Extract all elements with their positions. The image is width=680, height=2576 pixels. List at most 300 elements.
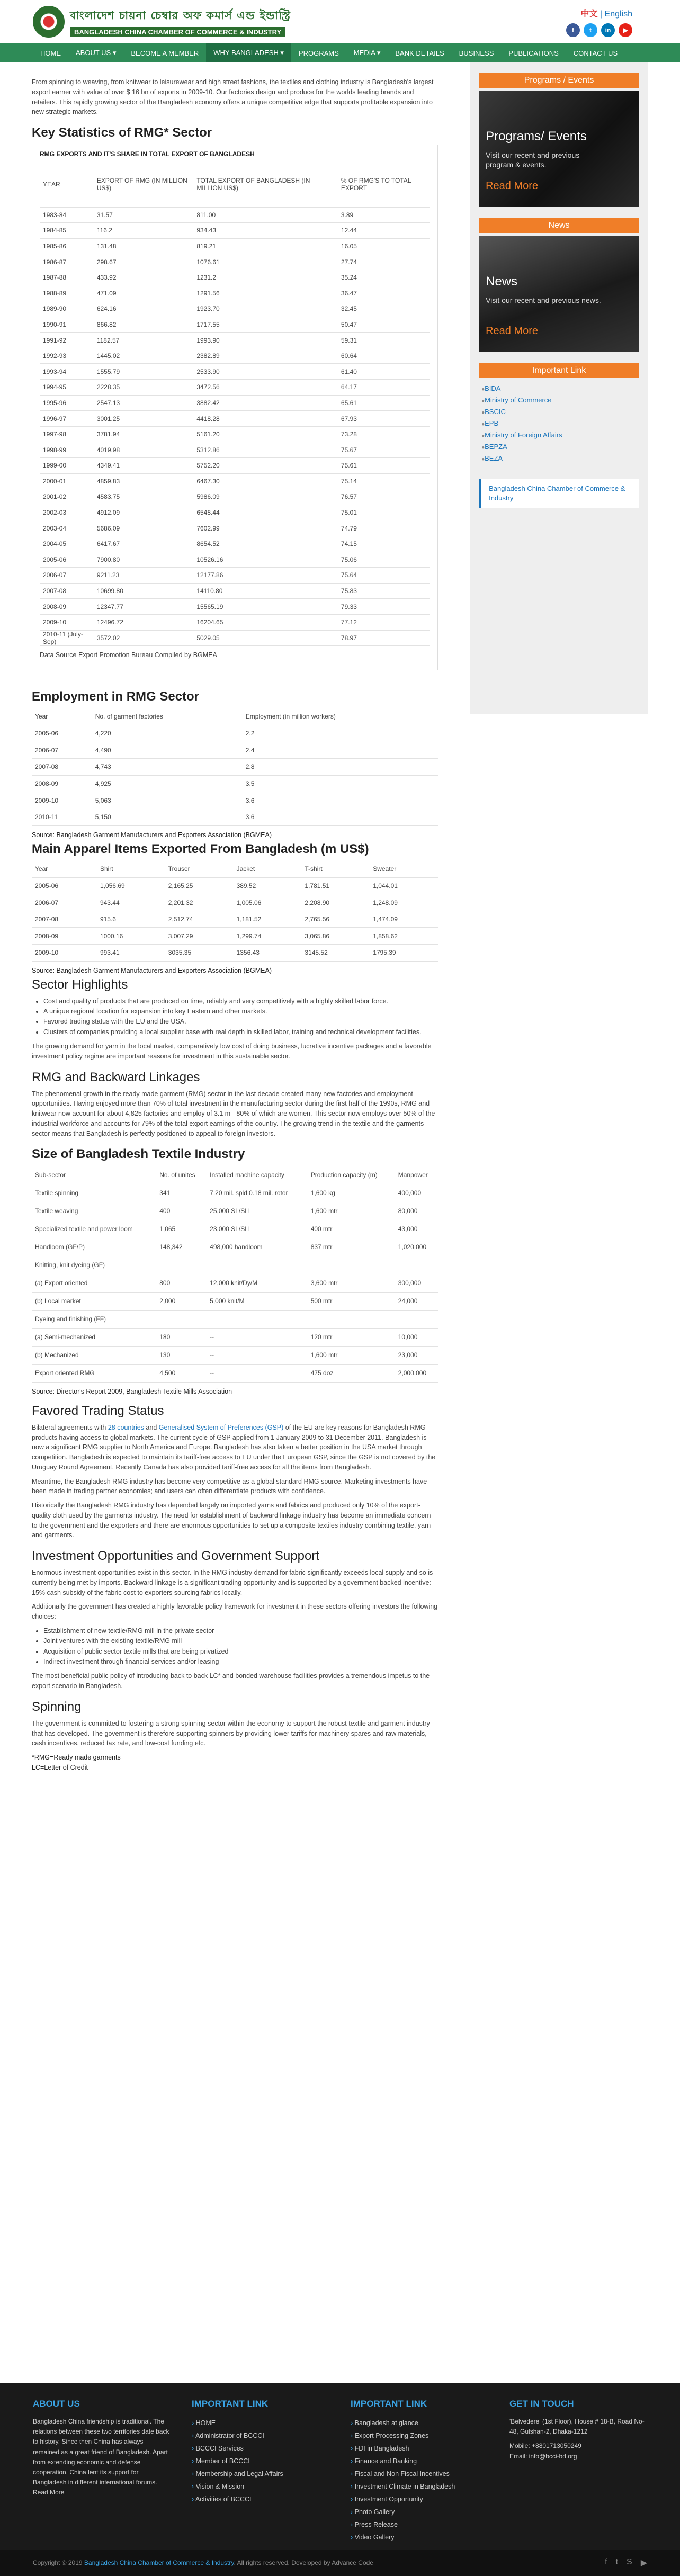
news-read-more[interactable]: Read More — [486, 325, 539, 337]
important-link-item[interactable]: ● BIDA — [481, 383, 637, 395]
table-cell: 1991-92 — [40, 333, 94, 348]
table-cell: 1,020,000 — [395, 1238, 438, 1256]
table-cell: 1994-95 — [40, 380, 94, 396]
footer-link1-heading: IMPORTANT LINK — [192, 2399, 269, 2409]
list-item: • Clusters of companies providing a local supplier base with real depth in skilled labor, training and technical development facilities. — [43, 1027, 438, 1037]
highlights-paragraph: The growing demand for yarn in the local market, comparatively low cost of doing business, lucrative incentive packages and a favorable investment policy regime are important reasons for investment in this sustainable sector. — [32, 1043, 432, 1060]
table-cell: 5,150 — [92, 809, 243, 825]
table-cell: 3.5 — [243, 775, 438, 792]
table-cell: 1,248.09 — [370, 894, 438, 911]
table-cell: 75.83 — [338, 583, 430, 599]
table-cell: 5,063 — [92, 792, 243, 809]
table-cell: 75.14 — [338, 473, 430, 489]
table-cell: 24,000 — [395, 1292, 438, 1310]
table-cell: 75.67 — [338, 442, 430, 458]
facebook-icon[interactable]: f — [566, 23, 580, 37]
table-cell: 400,000 — [395, 1184, 438, 1202]
table-cell: 1999-00 — [40, 458, 94, 474]
table-cell — [395, 1256, 438, 1274]
table-header-cell: Jacket — [234, 861, 302, 878]
table-cell: -- — [207, 1328, 308, 1346]
investment-list — [43, 1626, 438, 1667]
table-cell: 3,065.86 — [301, 928, 370, 945]
table-cell: 120 mtr — [308, 1328, 395, 1346]
footer-link-item[interactable]: › Finance and Banking — [351, 2455, 488, 2467]
table-header-cell: Sweater — [370, 861, 438, 878]
table-cell: 31.57 — [94, 207, 193, 223]
table-cell: 23,000 SL/SLL — [207, 1220, 308, 1238]
table-cell: 2009-10 — [40, 614, 94, 630]
table-cell: 131.48 — [94, 238, 193, 254]
table-cell: 400 mtr — [308, 1220, 395, 1238]
language-switcher — [566, 7, 632, 19]
table-cell: 934.43 — [193, 223, 338, 239]
table-header-cell: Employment (in million workers) — [243, 708, 438, 725]
intro-paragraph: From spinning to weaving, from knitwear to leisurewear and high street fashions, the textiles and clothing industry is Bangladesh's largest export earner with value of over $ 16 bn of exports in 2009-10. Our factories design and produce for the worlds leading brands and retailers. This rapidly growing sector of the Bangladesh economy offers a unique competitive edge that supports profitable expansion into new strategic markets. — [32, 78, 434, 116]
table-row — [32, 1238, 438, 1256]
countries-link[interactable]: 28 countries — [108, 1423, 144, 1431]
footer-link-item[interactable]: › Fiscal and Non Fiscal Incentives — [351, 2467, 488, 2480]
table-cell: 5986.09 — [193, 489, 338, 505]
main-nav — [0, 43, 680, 62]
important-link-item[interactable]: ● BSCIC — [481, 407, 637, 418]
table-cell: 2008-09 — [32, 928, 97, 945]
table-header-cell: % OF RMG'S TO TOTAL EXPORT — [338, 161, 430, 207]
footer-facebook-icon[interactable]: f — [605, 2557, 607, 2566]
table-row — [32, 945, 438, 962]
table-row — [40, 520, 430, 536]
table-cell: 6548.44 — [193, 505, 338, 520]
table-cell: 5752.20 — [193, 458, 338, 474]
rmg-table-source: Data Source Export Promotion Bureau Compiled by BGMEA — [40, 651, 217, 659]
rmg-export-table — [40, 161, 430, 646]
table-cell: 3,007.29 — [165, 928, 234, 945]
table-cell: 1717.55 — [193, 317, 338, 333]
table-cell: 80,000 — [395, 1202, 438, 1220]
table-cell: 76.57 — [338, 489, 430, 505]
table-cell: 148,342 — [156, 1238, 207, 1256]
nav-contact-us[interactable]: CONTACT US — [573, 49, 618, 57]
important-link-item[interactable]: ● Ministry of Commerce — [481, 395, 637, 407]
important-link-item[interactable]: ● Ministry of Foreign Affairs — [481, 430, 637, 442]
important-link-item[interactable]: ● BEPZA — [481, 442, 637, 453]
table-cell: 4,500 — [156, 1364, 207, 1382]
table-row — [32, 1256, 438, 1274]
linkedin-icon[interactable]: in — [601, 23, 615, 37]
footer-link-item[interactable]: › BCCCI Services — [192, 2442, 329, 2455]
table-cell: 2007-08 — [32, 911, 97, 928]
table-cell: 2009-10 — [32, 945, 97, 962]
chamber-seal-icon — [33, 6, 65, 38]
table-row — [32, 725, 438, 742]
table-row — [32, 1274, 438, 1292]
table-row — [40, 333, 430, 348]
trading-paragraph-3: Historically the Bangladesh RMG industry has depended largely on imported yarns and fabrics and produced only 10% of the export-quality cloth used by the garments industry. The need for establishment of backward linkage industry has become an immediate concern to the government and the exporters and there are enormous opportunities to set up a composite textiles industry combining textile, yarn and garments. — [32, 1502, 431, 1539]
table-cell: 2,765.56 — [301, 911, 370, 928]
footer-link-item[interactable]: › Video Gallery — [351, 2531, 488, 2544]
lc-footnote: LC=Letter of Credit — [32, 1763, 88, 1771]
table-row — [32, 1184, 438, 1202]
table-cell — [156, 1310, 207, 1328]
table-cell — [156, 1256, 207, 1274]
logo[interactable] — [33, 6, 291, 38]
table-header-cell: TOTAL EXPORT OF BANGLADESH (IN MILLION US$) — [193, 161, 338, 207]
site-footer — [0, 2383, 680, 2550]
table-cell: Handloom (GF/P) — [32, 1238, 156, 1256]
list-item: • Cost and quality of products that are produced on time, reliably and very competitively with a highly skilled labor force. — [43, 997, 438, 1007]
table-cell: 2006-07 — [32, 894, 97, 911]
table-row — [40, 489, 430, 505]
table-cell: 1,474.09 — [370, 911, 438, 928]
table-row — [40, 630, 430, 646]
table-header-cell: Trouser — [165, 861, 234, 878]
table-cell: 75.64 — [338, 568, 430, 584]
footer-link-item[interactable]: › Export Processing Zones — [351, 2429, 488, 2442]
table-cell: 1445.02 — [94, 348, 193, 364]
table-cell: 4,490 — [92, 742, 243, 759]
table-cell: 74.79 — [338, 520, 430, 536]
list-item: • Indirect investment through financial services and/or leasing — [43, 1657, 438, 1667]
table-header-cell: T-shirt — [301, 861, 370, 878]
investment-paragraph-2: Additionally the government has created a highly favorable policy framework for investment in these sectors offering investors the following choices: — [32, 1603, 438, 1621]
table-cell: 75.01 — [338, 505, 430, 520]
nav-home[interactable]: HOME — [40, 49, 61, 57]
table-cell: 8654.52 — [193, 536, 338, 552]
table-row — [32, 792, 438, 809]
table-cell: 1,858.62 — [370, 928, 438, 945]
table-cell: 1990-91 — [40, 317, 94, 333]
programs-card[interactable] — [479, 91, 639, 207]
table-cell: 819.21 — [193, 238, 338, 254]
table-row — [40, 223, 430, 239]
table-cell: 3035.35 — [165, 945, 234, 962]
linkages-paragraph: The phenomenal growth in the ready made garment (RMG) sector in the last decade created many new factories and employment opportunities. Having enjoyed more than 70% of total investment in the manufacturing sector during the first half of the 1990s, RMG and knitwear now account for about 4,825 factories and employ of 3.1 m - 80% of which are women. This sector now employs over 50% of the industrial workforce and accounts for 79% of the total export earnings of the country. The growing trend in the textile and the garments sector means that Bangladesh is perfectly positioned to appeal to foreign investors. — [32, 1090, 435, 1137]
table-cell: 1,005.06 — [234, 894, 302, 911]
table-cell: 9211.23 — [94, 568, 193, 584]
table-row — [32, 759, 438, 776]
highlights-heading: Sector Highlights — [32, 977, 128, 992]
table-cell: 341 — [156, 1184, 207, 1202]
nav-about-us[interactable]: ABOUT US ▾ — [76, 49, 117, 57]
table-cell: 12177.86 — [193, 568, 338, 584]
table-row — [40, 395, 430, 411]
table-row — [40, 364, 430, 380]
table-cell: 2005-06 — [32, 725, 92, 742]
table-cell: 5,000 knit/M — [207, 1292, 308, 1310]
investment-heading: Investment Opportunities and Government Support — [32, 1549, 319, 1564]
table-row — [32, 1220, 438, 1238]
table-cell: 60.64 — [338, 348, 430, 364]
spinning-paragraph: The government is committed to fostering a strong spinning sector within the economy to support the robust textile and garment industry that has developed. The government is therefore supporting spinners by providing lower tariffs for machinery spares and raw materials, cash incentives, reduced tax rate, and low-cost funding etc. — [32, 1719, 430, 1747]
rmg-stats-heading: Key Statistics of RMG* Sector — [32, 125, 212, 140]
table-cell: 500 mtr — [308, 1292, 395, 1310]
employment-source: Source: Bangladesh Garment Manufacturers and Exporters Association (BGMEA) — [32, 831, 272, 839]
site-header — [0, 0, 680, 43]
table-cell: 2010-11 (July-Sep) — [40, 630, 94, 646]
table-cell: 800 — [156, 1274, 207, 1292]
list-item: • Establishment of new textile/RMG mill in the private sector — [43, 1626, 438, 1636]
table-cell: 2006-07 — [40, 568, 94, 584]
table-cell: -- — [207, 1364, 308, 1382]
table-cell: 1000.16 — [97, 928, 165, 945]
programs-card-title: Programs/ Events — [486, 129, 587, 143]
table-header-cell: Installed machine capacity — [207, 1166, 308, 1184]
table-cell: 433.92 — [94, 270, 193, 285]
footer-skype-icon[interactable]: S — [627, 2557, 632, 2566]
table-cell: 3572.02 — [94, 630, 193, 646]
table-cell: 915.6 — [97, 911, 165, 928]
table-row — [32, 1328, 438, 1346]
table-cell: 389.52 — [234, 877, 302, 894]
nav-media[interactable]: MEDIA ▾ — [353, 49, 381, 57]
apparel-table — [32, 861, 438, 962]
footer-link-item[interactable]: › FDI in Bangladesh — [351, 2442, 488, 2455]
programs-read-more[interactable]: Read More — [486, 180, 539, 192]
footer-link-item[interactable]: › Investment Climate in Bangladesh — [351, 2480, 488, 2493]
table-row — [32, 894, 438, 911]
footer-link-item[interactable]: › Member of BCCCI — [192, 2455, 329, 2467]
footer-link-item[interactable]: › Photo Gallery — [351, 2506, 488, 2518]
table-cell — [395, 1310, 438, 1328]
table-cell: 300,000 — [395, 1274, 438, 1292]
apparel-heading: Main Apparel Items Exported From Bangladesh (m US$) — [32, 841, 369, 856]
table-cell: 1076.61 — [193, 254, 338, 270]
footer-link-item[interactable]: › Administrator of BCCCI — [192, 2429, 329, 2442]
table-row — [40, 599, 430, 615]
table-cell: 837 mtr — [308, 1238, 395, 1256]
table-cell: 471.09 — [94, 285, 193, 301]
table-cell: 2228.35 — [94, 380, 193, 396]
table-cell: 3001.25 — [94, 411, 193, 427]
footer-link-item[interactable]: › Vision & Mission — [192, 2480, 329, 2493]
important-link-item[interactable]: ● EPB — [481, 418, 637, 430]
table-cell: 2.8 — [243, 759, 438, 776]
table-cell: 1923.70 — [193, 301, 338, 317]
trading-paragraph-1 — [32, 1423, 438, 1473]
footer-email[interactable]: Email: info@bcci-bd.org — [509, 2452, 577, 2460]
table-cell: 1,299.74 — [234, 928, 302, 945]
table-cell: 2,000,000 — [395, 1364, 438, 1382]
table-row — [40, 380, 430, 396]
table-header-cell: Production capacity (m) — [308, 1166, 395, 1184]
nav-business[interactable]: BUSINESS — [459, 49, 494, 57]
table-header-cell: YEAR — [40, 161, 94, 207]
lang-separator: | — [600, 9, 603, 19]
rmg-footnote: *RMG=Ready made garments — [32, 1754, 121, 1762]
table-cell: (a) Export oriented — [32, 1274, 156, 1292]
table-cell: 4859.83 — [94, 473, 193, 489]
table-cell: 3781.94 — [94, 426, 193, 442]
table-cell: 2.2 — [243, 725, 438, 742]
table-cell: 2008-09 — [40, 599, 94, 615]
table-cell: 1984-85 — [40, 223, 94, 239]
table-cell: 811.00 — [193, 207, 338, 223]
table-cell: 498,000 handloom — [207, 1238, 308, 1256]
table-cell: 2006-07 — [32, 742, 92, 759]
table-cell: 2,208.90 — [301, 894, 370, 911]
table-cell: 5686.09 — [94, 520, 193, 536]
table-row — [40, 614, 430, 630]
table-cell: Export oriented RMG — [32, 1364, 156, 1382]
table-row — [40, 505, 430, 520]
table-cell: 180 — [156, 1328, 207, 1346]
nav-why-bangladesh[interactable]: WHY BANGLADESH ▾ — [206, 43, 291, 62]
table-cell: Dyeing and finishing (FF) — [32, 1310, 156, 1328]
table-cell: 1,600 mtr — [308, 1346, 395, 1364]
social-links — [566, 23, 632, 37]
footer-link-item[interactable]: › Activities of BCCCI — [192, 2493, 329, 2506]
table-row — [40, 552, 430, 568]
table-cell: 1,044.01 — [370, 877, 438, 894]
table-cell: 1993.90 — [193, 333, 338, 348]
table-cell: 67.93 — [338, 411, 430, 427]
nav-programs[interactable]: PROGRAMS — [298, 49, 339, 57]
gsp-link[interactable]: Generalised System of Preferences (GSP) — [158, 1423, 284, 1431]
news-card-desc: Visit our recent and previous news. — [486, 296, 601, 304]
footer-link2-heading: IMPORTANT LINK — [351, 2399, 427, 2409]
table-cell: 65.61 — [338, 395, 430, 411]
table-cell: 2008-09 — [32, 775, 92, 792]
table-cell: 77.12 — [338, 614, 430, 630]
nav-bank-details[interactable]: BANK DETAILS — [395, 49, 444, 57]
table-cell: 3,600 mtr — [308, 1274, 395, 1292]
footer-about-text: Bangladesh China friendship is traditional. The relations between these two territories date back to history. Since then China has always remained as a great friend of Bangladesh. Apart from extending economic and defense cooperation, China lent its support for Bangladesh in different international forums. Read More — [33, 2418, 169, 2497]
table-cell: 1182.57 — [94, 333, 193, 348]
table-cell: 78.97 — [338, 630, 430, 646]
rmg-stats-box — [32, 145, 438, 670]
highlights-list — [43, 997, 438, 1038]
table-cell: 35.24 — [338, 270, 430, 285]
programs-card-desc: Visit our recent and previous program & events. — [486, 151, 580, 169]
table-cell: 3145.52 — [301, 945, 370, 962]
list-item: • A unique regional location for expansion into key Eastern and other markets. — [43, 1007, 438, 1017]
rmg-table-caption: RMG EXPORTS AND IT'S SHARE IN TOTAL EXPORT OF BANGLADESH — [40, 150, 430, 161]
lang-chinese-link[interactable]: 中文 — [580, 9, 598, 19]
table-cell: 2,000 — [156, 1292, 207, 1310]
table-cell: 866.82 — [94, 317, 193, 333]
table-row — [40, 285, 430, 301]
table-cell: 3882.42 — [193, 395, 338, 411]
table-row — [40, 270, 430, 285]
table-row — [40, 442, 430, 458]
news-card-title: News — [486, 274, 518, 289]
table-header-cell: Year — [32, 708, 92, 725]
footer-about-heading: ABOUT US — [33, 2399, 80, 2409]
table-cell: 2000-01 — [40, 473, 94, 489]
table-cell: 2533.90 — [193, 364, 338, 380]
table-cell: Specialized textile and power loom — [32, 1220, 156, 1238]
footer-link-item[interactable]: › Bangladesh at glance — [351, 2417, 488, 2429]
table-cell: Textile spinning — [32, 1184, 156, 1202]
employment-table — [32, 708, 438, 826]
footer-link-item[interactable]: › HOME — [192, 2417, 329, 2429]
sidebar — [470, 62, 648, 714]
table-cell: 3.6 — [243, 809, 438, 825]
table-row — [32, 742, 438, 759]
table-cell: 1291.56 — [193, 285, 338, 301]
copyright-org-link[interactable]: Bangladesh China Chamber of Commerce & Industry — [84, 2559, 234, 2566]
lang-english-link[interactable]: English — [604, 9, 632, 19]
trading-text-b: and — [144, 1423, 159, 1431]
table-cell: 2005-06 — [32, 877, 97, 894]
table-cell: 2,165.25 — [165, 877, 234, 894]
table-row — [32, 1310, 438, 1328]
table-cell: 1,600 kg — [308, 1184, 395, 1202]
table-header-cell: Shirt — [97, 861, 165, 878]
table-cell — [207, 1310, 308, 1328]
youtube-icon[interactable]: ▶ — [619, 23, 632, 37]
footer-youtube-icon[interactable]: ▶ — [640, 2559, 647, 2568]
chamber-card[interactable]: Bangladesh China Chamber of Commerce & Industry — [479, 479, 639, 508]
table-cell: 64.17 — [338, 380, 430, 396]
table-row — [32, 1346, 438, 1364]
table-cell: 7900.80 — [94, 552, 193, 568]
table-cell: 59.31 — [338, 333, 430, 348]
important-link-item[interactable]: ● BEZA — [481, 453, 637, 465]
table-cell: 32.45 — [338, 301, 430, 317]
table-cell: 2382.89 — [193, 348, 338, 364]
table-cell: 5312.86 — [193, 442, 338, 458]
table-cell: -- — [207, 1346, 308, 1364]
table-cell: 23,000 — [395, 1346, 438, 1364]
table-cell: 3.89 — [338, 207, 430, 223]
table-header-cell: No. of unites — [156, 1166, 207, 1184]
table-row — [40, 411, 430, 427]
table-cell: 1,181.52 — [234, 911, 302, 928]
important-links-list — [479, 381, 639, 467]
nav-become-member[interactable]: BECOME A MEMBER — [131, 49, 199, 57]
table-cell: 2003-04 — [40, 520, 94, 536]
main-content — [32, 62, 438, 1773]
table-cell: 27.74 — [338, 254, 430, 270]
table-cell — [308, 1310, 395, 1328]
table-cell: 12.44 — [338, 223, 430, 239]
table-cell: 1555.79 — [94, 364, 193, 380]
table-cell: 4,220 — [92, 725, 243, 742]
table-cell: 14110.80 — [193, 583, 338, 599]
table-cell: 3.6 — [243, 792, 438, 809]
table-cell: 4349.41 — [94, 458, 193, 474]
footer-link-item[interactable]: › Press Release — [351, 2518, 488, 2531]
table-cell: 1998-99 — [40, 442, 94, 458]
spinning-heading: Spinning — [32, 1699, 82, 1714]
nav-publications[interactable]: PUBLICATIONS — [508, 49, 559, 57]
table-row — [40, 207, 430, 223]
table-cell — [308, 1256, 395, 1274]
table-row — [32, 1364, 438, 1382]
table-header-cell: EXPORT OF RMG (IN MILLION US$) — [94, 161, 193, 207]
table-header-cell: Year — [32, 861, 97, 878]
table-cell: 1,781.51 — [301, 877, 370, 894]
footer-link-item[interactable]: › Membership and Legal Affairs — [192, 2467, 329, 2480]
table-row — [32, 775, 438, 792]
news-card[interactable] — [479, 236, 639, 352]
table-row — [32, 1202, 438, 1220]
twitter-icon[interactable]: t — [584, 23, 597, 37]
footer-twitter-icon[interactable]: t — [615, 2557, 619, 2566]
footer-link-item[interactable]: › Investment Opportunity — [351, 2493, 488, 2506]
table-cell: 43,000 — [395, 1220, 438, 1238]
table-cell: (b) Local market — [32, 1292, 156, 1310]
table-cell: 4418.28 — [193, 411, 338, 427]
table-cell: 15565.19 — [193, 599, 338, 615]
table-cell: 1,056.69 — [97, 877, 165, 894]
table-cell: 1987-88 — [40, 270, 94, 285]
table-row — [40, 254, 430, 270]
table-cell: 2005-06 — [40, 552, 94, 568]
table-cell: 2004-05 — [40, 536, 94, 552]
trading-paragraph-2: Meantime, the Bangladesh RMG industry has become very competitive as a global standard RMG source. Marketing investments have been made in trading partner economies; and users can often differentiate products with confidence. — [32, 1477, 427, 1495]
